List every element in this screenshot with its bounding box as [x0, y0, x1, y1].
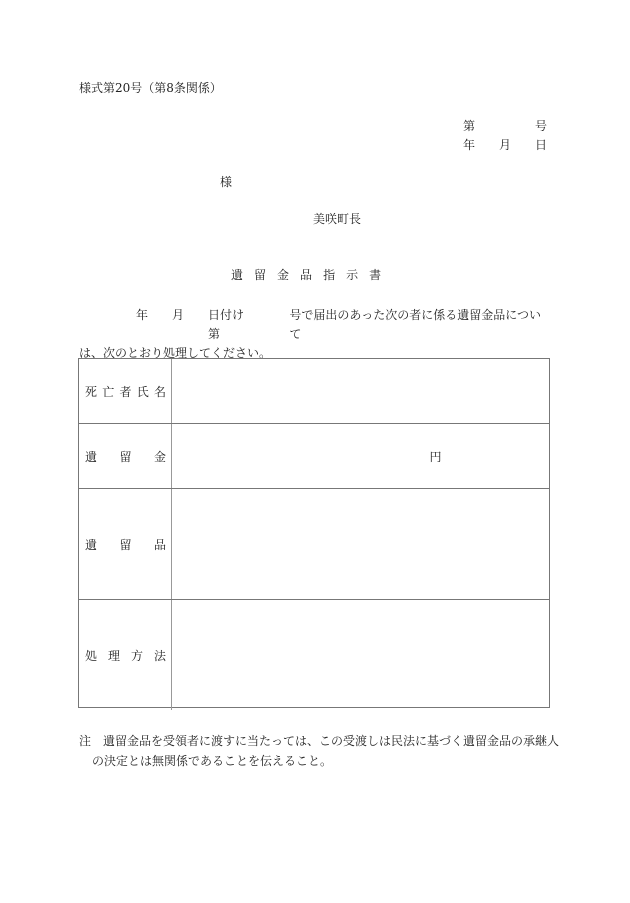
- note-line2: の決定とは無関係であることを伝えること。: [92, 754, 333, 768]
- label-char: 死: [85, 384, 98, 399]
- title-char: 金: [277, 268, 301, 282]
- title-char: 指: [323, 268, 347, 282]
- label-char: 名: [153, 384, 166, 399]
- title-char: 示: [346, 268, 370, 282]
- note-line1: 注 遺留金品を受領者に渡すに当たっては、この受渡しは民法に基づく遺留金品の承継人: [79, 734, 560, 748]
- value-deceased-name[interactable]: [172, 359, 549, 423]
- form-number: 様式第20号（第8条関係）: [79, 81, 222, 95]
- yen-unit: 円: [429, 449, 442, 464]
- date-month: 月: [498, 138, 511, 152]
- label-remaining-money: [79, 424, 172, 488]
- date-day: 日: [534, 138, 547, 152]
- value-disposal-method[interactable]: [172, 600, 549, 710]
- label-char: 法: [153, 648, 166, 663]
- row-disposal-method: [79, 599, 549, 710]
- label-char: 処: [85, 648, 98, 663]
- label-disposal-method: [79, 600, 172, 710]
- label-char: 亡: [102, 384, 115, 399]
- title-char: 遺: [231, 268, 255, 282]
- row-remaining-money: [79, 423, 549, 488]
- label-char: 氏: [136, 384, 149, 399]
- issuer: 美咲町長: [313, 212, 362, 226]
- label-char: 遺: [85, 538, 98, 552]
- reference-suffix: 号: [534, 119, 547, 133]
- label-char: 遺: [85, 449, 98, 464]
- row-remaining-items: [79, 488, 549, 600]
- title-char: 留: [254, 268, 278, 282]
- body-line2: は、次のとおり処理してください。: [79, 346, 272, 360]
- label-deceased-name: [79, 359, 172, 423]
- label-char: 方: [130, 648, 143, 663]
- title-char: 書: [369, 268, 393, 282]
- row-deceased-name: [79, 359, 549, 423]
- addressee-suffix: 様: [220, 175, 233, 189]
- label-char: 留: [119, 449, 132, 464]
- label-char: 理: [107, 648, 120, 663]
- body-day-ref: 日付け第: [208, 308, 245, 341]
- note: [79, 731, 559, 771]
- reference-number: [463, 119, 547, 133]
- issue-date: [463, 138, 547, 152]
- label-char: 留: [119, 538, 132, 552]
- label-remaining-items: [79, 489, 172, 600]
- items-table: [78, 358, 550, 708]
- reference-prefix: 第: [463, 119, 476, 133]
- body-year: 年: [136, 308, 149, 322]
- title-char: 品: [300, 268, 324, 282]
- date-year: 年: [463, 138, 476, 152]
- label-char: 金: [153, 449, 166, 464]
- body-month: 月: [172, 308, 185, 322]
- value-remaining-money[interactable]: [172, 424, 549, 488]
- body-rest: 号で届出のあった次の者に係る遺留金品について: [289, 308, 541, 341]
- label-char: 品: [153, 538, 166, 552]
- body-text: [79, 306, 549, 363]
- document-title: [231, 268, 392, 282]
- label-char: 者: [119, 384, 132, 399]
- value-remaining-items[interactable]: [172, 489, 549, 600]
